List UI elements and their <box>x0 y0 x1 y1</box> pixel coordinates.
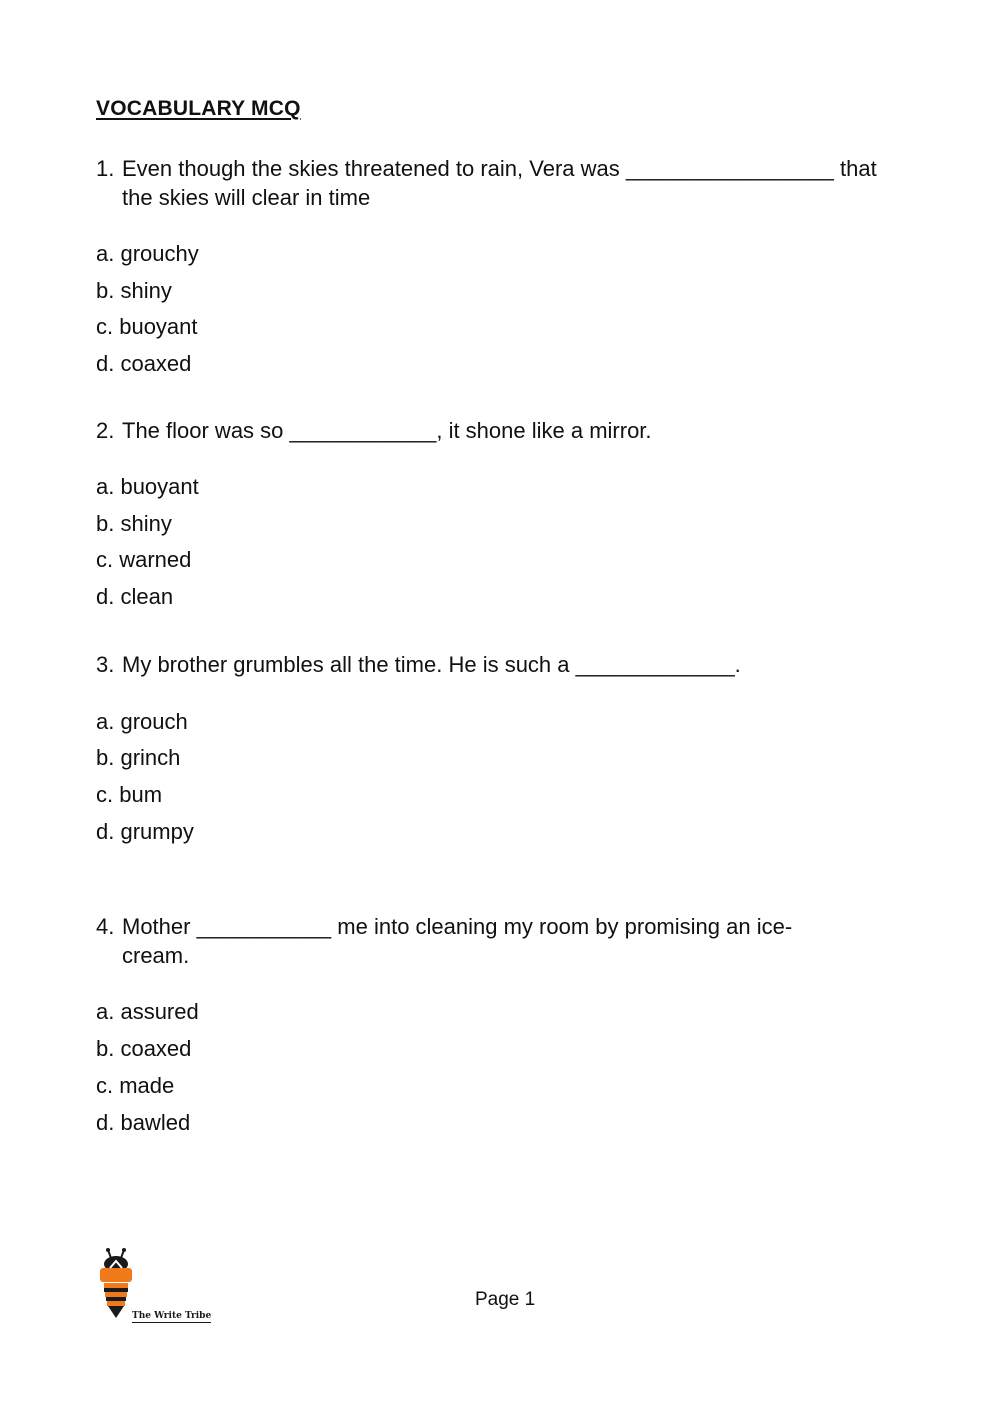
bee-icon <box>96 1248 136 1326</box>
question-number: 1. <box>96 156 115 181</box>
logo-text: The Write Tribe <box>132 1311 212 1321</box>
option-1c: c. buoyant <box>96 314 198 339</box>
option-2c: c. warned <box>96 547 192 572</box>
question-text: My brother grumbles all the time. He is such a _____________. <box>122 652 741 677</box>
question-2 <box>96 416 896 445</box>
option-1b: b. shiny <box>96 278 172 303</box>
question-1 <box>96 154 896 212</box>
question-number: 2. <box>96 418 115 443</box>
option-1d: d. coaxed <box>96 351 192 376</box>
option-3c: c. bum <box>96 782 163 807</box>
option-3a: a. grouch <box>96 709 188 734</box>
question-text: The floor was so ____________, it shone like a mirror. <box>122 418 652 443</box>
option-4c: c. made <box>96 1073 175 1098</box>
question-text: Even though the skies threatened to rain, Vera was _________________ that the skies will clear in time <box>122 156 877 210</box>
option-1a: a. grouchy <box>96 241 199 266</box>
page-number: Page 1 <box>475 1289 536 1310</box>
option-3d: d. grumpy <box>96 819 194 844</box>
option-4d: d. bawled <box>96 1110 191 1135</box>
write-tribe-logo <box>96 1248 212 1328</box>
option-2d: d. clean <box>96 584 174 609</box>
option-4a: a. assured <box>96 999 199 1024</box>
question-3 <box>96 650 896 679</box>
question-text: Mother ___________ me into cleaning my room by promising an ice-cream. <box>122 914 793 968</box>
question-4 <box>96 912 856 970</box>
option-2b: b. shiny <box>96 511 172 536</box>
option-2a: a. buoyant <box>96 474 199 499</box>
option-3b: b. grinch <box>96 745 181 770</box>
option-4b: b. coaxed <box>96 1036 192 1061</box>
question-number: 4. <box>96 914 115 939</box>
page-title: VOCABULARY MCQ <box>96 97 301 120</box>
question-number: 3. <box>96 652 115 677</box>
